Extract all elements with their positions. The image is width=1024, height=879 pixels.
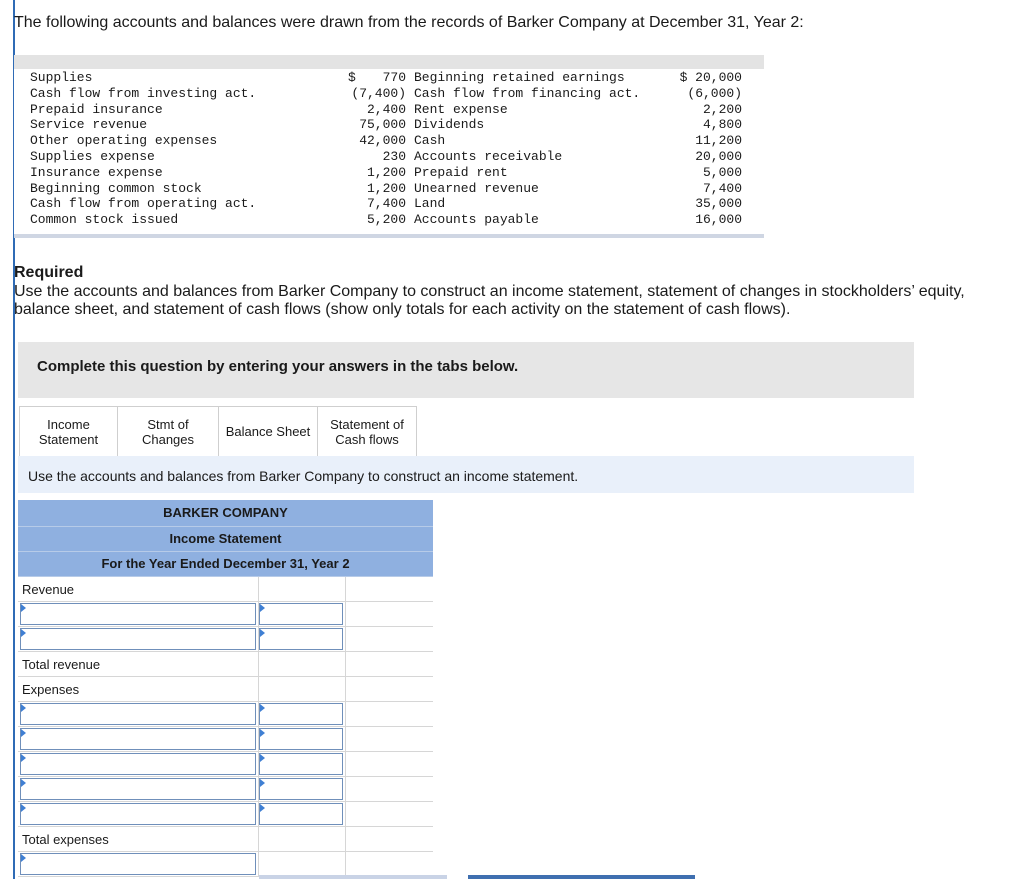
account-value-left: 2,400 (366, 101, 406, 117)
total-revenue-label: Total revenue (22, 657, 101, 672)
tab-bar (19, 406, 417, 456)
accounts-table-topbar (14, 55, 764, 69)
tab-income-statement[interactable] (19, 406, 118, 456)
intro-text: The following accounts and balances were drawn from the records of Barker Company at December 31, Year 2: (14, 14, 804, 31)
account-name-left: Other operating expenses (30, 133, 218, 149)
expense-account-input-4[interactable] (20, 778, 256, 800)
expense-amount-input-1[interactable] (259, 703, 343, 725)
revenue-entry-row-2 (18, 627, 433, 652)
expenses-label: Expenses (22, 682, 80, 697)
revenue-entry-row-1 (18, 602, 433, 627)
statement-company-name: BARKER COMPANY (18, 500, 433, 527)
accounts-table-bottombar (14, 234, 764, 238)
account-name-left: Supplies expense (30, 148, 155, 164)
expense-amount-input-2[interactable] (259, 728, 343, 750)
account-value-left: 42,000 (359, 133, 406, 149)
expense-entry-row-1 (18, 702, 433, 727)
tab-label-line1: Balance Sheet (225, 424, 311, 439)
expense-amount-input-3[interactable] (259, 753, 343, 775)
account-name-right: Land (414, 196, 446, 212)
tab-statement-of-cash-flows[interactable] (318, 406, 417, 456)
account-name-left: Beginning common stock (30, 180, 202, 196)
tab-balance-sheet[interactable] (219, 406, 318, 456)
tab-label-line2: Changes (141, 431, 195, 447)
tab-label-line2: Cash flows (335, 431, 399, 447)
income-statement-form (18, 500, 433, 877)
account-value-right: 7,400 (702, 180, 742, 196)
accounts-table-body (14, 69, 764, 234)
account-value-left: 7,400 (366, 196, 406, 212)
account-value-left: 75,000 (359, 117, 406, 133)
revenue-amount-input-2[interactable] (259, 628, 343, 650)
expense-entry-row-4 (18, 777, 433, 802)
account-value-right: 16,000 (695, 212, 742, 228)
expense-entry-row-3 (18, 752, 433, 777)
expense-amount-input-5[interactable] (259, 803, 343, 825)
account-name-right: Dividends (414, 117, 485, 133)
expense-account-input-2[interactable] (20, 728, 256, 750)
account-value-left: 5,200 (366, 212, 406, 228)
account-name-right: Unearned revenue (414, 180, 539, 196)
account-name-left: Supplies (30, 70, 93, 85)
tab-label-line1: Statement of (330, 416, 404, 432)
instruction-text: Complete this question by entering your answers in the tabs below. (37, 358, 519, 375)
tab-instruction-bar (18, 456, 914, 493)
expense-account-input-5[interactable] (20, 803, 256, 825)
account-value-right: 4,800 (702, 117, 742, 133)
account-name-right: Beginning retained earnings (414, 70, 625, 85)
statement-period: For the Year Ended December 31, Year 2 (18, 552, 433, 577)
revenue-account-input-1[interactable] (20, 603, 256, 625)
tab-label-line2: Statement (38, 431, 99, 447)
account-name-left: Service revenue (30, 117, 148, 133)
total-expenses-row (18, 827, 433, 852)
account-name-right: Accounts receivable (414, 148, 563, 164)
account-value-right: 11,200 (695, 133, 742, 149)
expense-account-input-3[interactable] (20, 753, 256, 775)
total-revenue-row (18, 652, 433, 677)
revenue-header-row (18, 577, 433, 602)
account-value-left: 1,200 (366, 180, 406, 196)
prev-tab-button[interactable] (259, 875, 447, 879)
account-name-right: Rent expense (414, 101, 508, 117)
revenue-account-input-2[interactable] (20, 628, 256, 650)
statement-title: Income Statement (18, 527, 433, 552)
tab-label-line1: Stmt of (147, 416, 189, 432)
net-income-label-input[interactable] (20, 853, 256, 875)
required-text: Use the accounts and balances from Barker Company to construct an income statement, statement of changes in stockholders’ equity, balance sheet, and statement of cash flows (show only totals for each activity on the statement of cash flows). (14, 283, 965, 318)
account-name-left: Common stock issued (30, 212, 179, 228)
expenses-header-row (18, 677, 433, 702)
total-expenses-label: Total expenses (22, 832, 109, 847)
account-value-right: 20,000 (695, 148, 742, 164)
account-value-right: $ 20,000 (679, 70, 742, 85)
tab-instruction-text: Use the accounts and balances from Barker Company to construct an income statement. (28, 468, 579, 484)
account-name-right: Cash flow from financing act. (414, 85, 641, 101)
account-name-left: Cash flow from investing act. (30, 85, 257, 101)
instruction-box (18, 342, 914, 398)
account-name-right: Accounts payable (414, 212, 539, 228)
account-value-right: 5,000 (702, 164, 742, 180)
next-tab-button[interactable] (468, 875, 695, 879)
net-income-row (18, 852, 433, 877)
account-value-right: (6,000) (687, 85, 742, 101)
account-name-left: Cash flow from operating act. (30, 196, 257, 212)
tab-label-line1: Income (47, 416, 90, 432)
account-value-right: 35,000 (695, 196, 742, 212)
currency-symbol: $ (348, 70, 356, 85)
account-name-left: Prepaid insurance (30, 101, 163, 117)
account-value-left: 1,200 (366, 164, 406, 180)
tab-stmt-of-changes[interactable] (118, 406, 219, 456)
account-value-left: (7,400) (351, 85, 406, 101)
account-value-left: 770 (382, 70, 406, 85)
expense-account-input-1[interactable] (20, 703, 256, 725)
account-name-right: Prepaid rent (414, 164, 508, 180)
account-value-left: 230 (382, 148, 406, 164)
revenue-amount-input-1[interactable] (259, 603, 343, 625)
expense-entry-row-5 (18, 802, 433, 827)
account-value-right: 2,200 (702, 101, 742, 117)
accounts-table (14, 55, 764, 238)
required-title: Required (14, 264, 84, 281)
expense-entry-row-2 (18, 727, 433, 752)
revenue-label: Revenue (22, 582, 75, 597)
expense-amount-input-4[interactable] (259, 778, 343, 800)
account-name-right: Cash (414, 133, 446, 149)
account-name-left: Insurance expense (30, 164, 163, 180)
